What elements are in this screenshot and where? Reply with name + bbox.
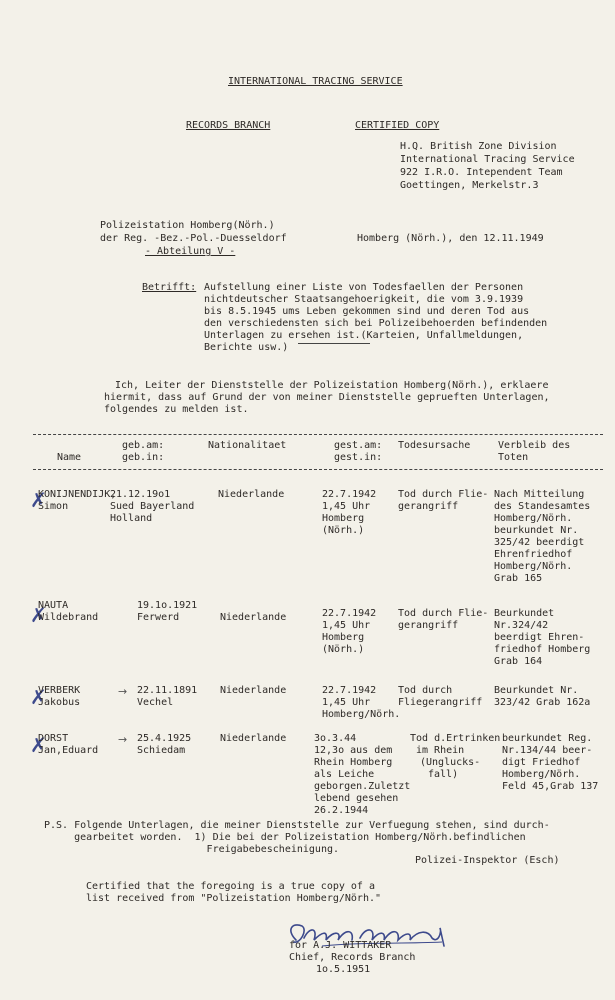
arrow-icon: → (118, 685, 128, 698)
cell-name: Wildebrand (38, 612, 99, 623)
header-whereabouts: Verbleib des (498, 440, 571, 451)
address-line: H.Q. British Zone Division (400, 141, 557, 152)
cell-name: KONIJNENDIJK, (38, 489, 117, 500)
address-line: Goettingen, Merkelstr.3 (400, 180, 539, 191)
cell-whereabouts: Nr.134/44 beer- (502, 745, 593, 756)
cell-cause: im Rhein (416, 745, 465, 756)
cell-died: Homberg (322, 513, 365, 524)
header-died: gest.in: (334, 452, 383, 463)
cell-born: Vechel (137, 697, 174, 708)
table-top-rule (33, 434, 603, 435)
subject-line: Unterlagen zu ersehen ist.(Karteien, Unfallmeldungen, (204, 330, 524, 341)
cell-cause: (Unglucks- (420, 757, 481, 768)
cell-born: Holland (110, 513, 153, 524)
cell-whereabouts: Grab 164 (494, 656, 543, 667)
cell-died: als Leiche (314, 769, 375, 780)
cell-whereabouts: Homberg/Nörh. (494, 561, 573, 572)
footer-line: for A.J. WITTAKER (289, 940, 392, 951)
cell-born: 22.11.1891 (137, 685, 198, 696)
subject-label: Betrifft: (142, 282, 197, 293)
cell-died: 22.7.1942 (322, 608, 377, 619)
cell-cause: Tod d.Ertrinken (410, 733, 501, 744)
cell-born: 25.4.1925 (137, 733, 192, 744)
cell-died: 26.2.1944 (314, 805, 369, 816)
ps-line: P.S. Folgende Unterlagen, die meiner Dienststelle zur Verfuegung stehen, sind durch- (44, 820, 550, 831)
cell-born: Sued Bayerland (110, 501, 195, 512)
footer-line: 1o.5.1951 (316, 964, 371, 975)
header-nationality: Nationalitaet (208, 440, 287, 451)
check-mark-icon: ✗ (30, 733, 47, 757)
cell-died: 12,3o aus dem (314, 745, 393, 756)
header-born: geb.in: (122, 452, 165, 463)
cell-died: (Nörh.) (322, 644, 365, 655)
cell-died: 1,45 Uhr (322, 697, 371, 708)
check-mark-icon: ✗ (30, 603, 47, 627)
cell-died: Homberg (322, 632, 365, 643)
cell-cause: Tod durch Flie- (398, 608, 489, 619)
header-cause: Todesursache (398, 440, 471, 451)
table-header-rule (33, 469, 603, 470)
header-name: Name (57, 452, 82, 463)
cell-nationality: Niederlande (220, 685, 287, 696)
cell-whereabouts: 323/42 Grab 162a (494, 697, 591, 708)
cell-whereabouts: digt Friedhof (502, 757, 581, 768)
subject-underline (298, 343, 370, 344)
cell-died: 1,45 Uhr (322, 501, 371, 512)
subject-line: Berichte usw.) (204, 342, 289, 353)
cell-name: NAUTA (38, 600, 69, 611)
certification-line: list received from "Polizeistation Homberg/Nörh." (86, 893, 382, 904)
cell-died: 1,45 Uhr (322, 620, 371, 631)
cell-died: geborgen.Zuletzt (314, 781, 411, 792)
cell-whereabouts: Homberg/Nörh. (502, 769, 581, 780)
subject-line: bis 8.5.1945 ums Leben gekommen sind und deren Tod aus (204, 306, 530, 317)
header-born: geb.am: (122, 440, 165, 451)
place-date: Homberg (Nörh.), den 12.11.1949 (357, 233, 544, 244)
department-label: - Abteilung V - (145, 246, 236, 257)
intro-line: hiermit, dass auf Grund der von meiner Dienststelle geprueften Unterlagen, (104, 392, 550, 403)
cell-born: Schiedam (137, 745, 186, 756)
cell-died: 22.7.1942 (322, 685, 377, 696)
signer-title: Polizei-Inspektor (Esch) (415, 855, 560, 866)
cell-name: Jakobus (38, 697, 81, 708)
sender-line: der Reg. -Bez.-Pol.-Duesseldorf (100, 233, 287, 244)
header-whereabouts: Toten (498, 452, 529, 463)
cell-died: 3o.3.44 (314, 733, 357, 744)
cell-name: Simon (38, 501, 69, 512)
cell-whereabouts: Homberg/Nörh. (494, 513, 573, 524)
cell-whereabouts: 325/42 beerdigt (494, 537, 585, 548)
address-line: International Tracing Service (400, 154, 575, 165)
address-line: 922 I.R.O. Intependent Team (400, 167, 563, 178)
cell-whereabouts: beerdigt Ehren- (494, 632, 585, 643)
ps-line: Freigabebescheinigung. (44, 844, 340, 855)
cell-name: DORST (38, 733, 69, 744)
certified-copy-label: CERTIFIED COPY (355, 120, 440, 131)
intro-line: Ich, Leiter der Dienststelle der Polizeistation Homberg(Nörh.), erklaere (115, 380, 549, 391)
cell-died: lebend gesehen (314, 793, 399, 804)
cell-whereabouts: Nr.324/42 (494, 620, 549, 631)
intro-line: folgendes zu melden ist. (104, 404, 249, 415)
cell-whereabouts: Ehrenfriedhof (494, 549, 573, 560)
subject-line: Aufstellung einer Liste von Todesfaellen der Personen (204, 282, 524, 293)
cell-cause: gerangriff (398, 501, 459, 512)
cell-died: Homberg/Nörh. (322, 709, 401, 720)
records-branch-label: RECORDS BRANCH (186, 120, 271, 131)
header-died: gest.am: (334, 440, 383, 451)
cell-nationality: Niederlande (220, 733, 287, 744)
cell-whereabouts: beurkundet Nr. (494, 525, 579, 536)
org-title: INTERNATIONAL TRACING SERVICE (228, 76, 403, 87)
certification-line: Certified that the foregoing is a true copy of a (86, 881, 375, 892)
cell-whereabouts: friedhof Homberg (494, 644, 591, 655)
cell-whereabouts: Nach Mitteilung (494, 489, 585, 500)
subject-line: den verschiedensten sich bei Polizeibehoerden befindenden (204, 318, 548, 329)
cell-name: Jan,Eduard (38, 745, 99, 756)
cell-whereabouts: Beurkundet (494, 608, 555, 619)
cell-cause: fall) (428, 769, 459, 780)
cell-name: VERBERK (38, 685, 81, 696)
cell-whereabouts: Feld 45,Grab 137 (502, 781, 599, 792)
cell-born: 21.12.19o1 (110, 489, 171, 500)
cell-cause: gerangriff (398, 620, 459, 631)
arrow-icon: → (118, 733, 128, 746)
cell-died: (Nörh.) (322, 525, 365, 536)
cell-whereabouts: Beurkundet Nr. (494, 685, 579, 696)
cell-died: 22.7.1942 (322, 489, 377, 500)
subject-line: nichtdeutscher Staatsangehoerigkeit, die vom 3.9.1939 (204, 294, 524, 305)
ps-line: gearbeitet worden. 1) Die bei der Polizeistation Homberg/Nörh.befindlichen (44, 832, 526, 843)
cell-cause: Tod durch Flie- (398, 489, 489, 500)
cell-cause: Tod durch (398, 685, 453, 696)
check-mark-icon: ✗ (30, 488, 47, 512)
cell-nationality: Niederlande (218, 489, 285, 500)
cell-nationality: Niederlande (220, 612, 287, 623)
sender-line: Polizeistation Homberg(Nörh.) (100, 220, 275, 231)
cell-born: 19.1o.1921 (137, 600, 198, 611)
cell-born: Ferwerd (137, 612, 180, 623)
cell-died: Rhein Homberg (314, 757, 393, 768)
cell-whereabouts: beurkundet Reg. (502, 733, 593, 744)
cell-cause: Fliegerangriff (398, 697, 483, 708)
footer-line: Chief, Records Branch (289, 952, 416, 963)
cell-whereabouts: des Standesamtes (494, 501, 591, 512)
cell-whereabouts: Grab 165 (494, 573, 543, 584)
check-mark-icon: ✗ (30, 685, 47, 709)
